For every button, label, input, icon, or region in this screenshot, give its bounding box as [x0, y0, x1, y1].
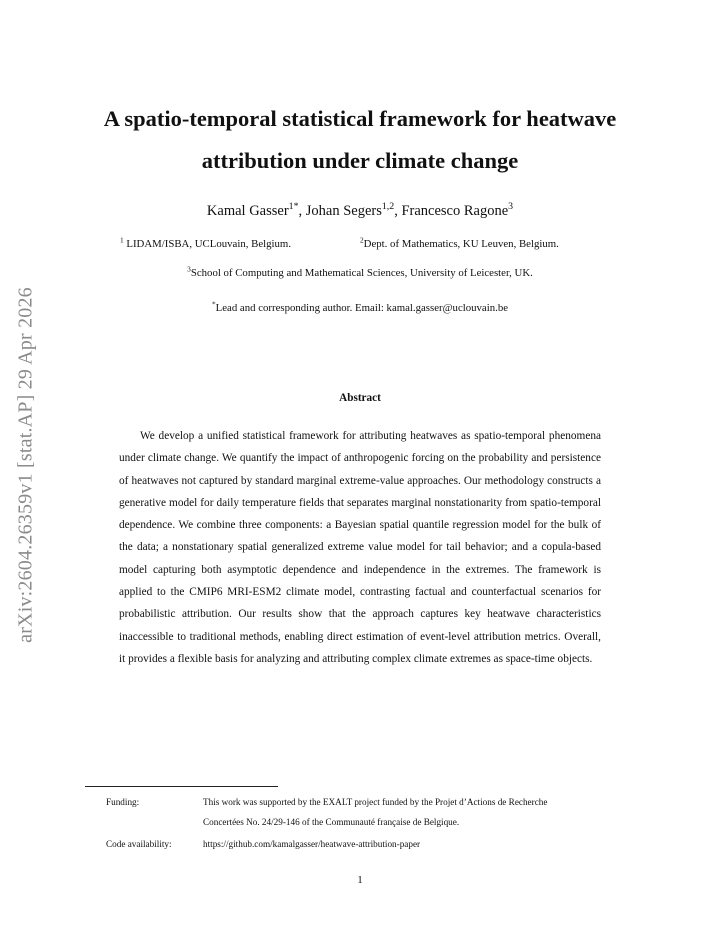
- author-affiliation-mark: 1,2: [381, 201, 395, 213]
- author-list: Kamal Gasser$^{1*}$, Johan Segers$^{1,2}$, Francesco Ragone$^3$: [206, 201, 514, 219]
- paper-title: A spatio-temporal statistical framework for heatwave attribution under climate change: [103, 106, 617, 173]
- author-name: Johan Segers: [305, 203, 382, 219]
- abstract-heading: Abstract: [339, 392, 381, 404]
- funding-label: Funding:: [106, 797, 140, 807]
- affiliation-1: $^1$ LIDAM/ISBA, UCLouvain, Belgium.: [120, 235, 292, 250]
- funding-text-line-2: Concertées No. 24/29-146 of the Communauté française de Belgique.: [203, 817, 460, 827]
- page-number: 1: [357, 874, 363, 886]
- author-affiliation-mark: 1*: [288, 201, 299, 213]
- author-name: Francesco Ragone: [401, 203, 509, 219]
- arxiv-identifier: arXiv:2604.26359v1 [stat.AP] 29 Apr 2026: [14, 287, 37, 643]
- arxiv-identifier-stamp: [12, 255, 40, 675]
- code-availability-label: Code availability:: [106, 839, 172, 849]
- affiliation-2: $^2$Dept. of Mathematics, KU Leuven, Belgium.: [360, 235, 559, 250]
- corresponding-author-note: *Lead and corresponding author. Email: kamal.gasser@uclouvain.be: [211, 299, 509, 314]
- author-name: Kamal Gasser: [206, 203, 289, 219]
- funding-text-line-1: This work was supported by the EXALT project funded by the Projet d’Actions de Recherche: [203, 797, 548, 807]
- author-affiliation-mark: 3: [508, 201, 514, 213]
- affiliation-3: $^3$School of Computing and Mathematical Sciences, University of Leicester, UK.: [187, 264, 533, 279]
- abstract-body: We develop a unified statistical framework for attributing heatwaves as spatio-temporal phenomena under climate change. We quantify the impact of anthropogenic forcing on the probability and persistence of heatwaves not captured by standard marginal extreme-value approaches. Our methodology constructs a generative model for daily temperature fields that separates marginal nonstationarity from spatio-temporal dependence. We combine three components: a Bayesian spatial quantile regression model for the bulk of the data; a nonstationary spatial generalized extreme value model for tail behavior; and a copula-based model capturing both asymptotic dependence and independence in the extremes. The framework is applied to the CMIP6 MRI-ESM2 climate model, contrasting factual and counterfactual scenarios for probabilistic attribution. Our results show that the approach captures key heatwave characteristics inaccessible to traditional methods, enabling direct estimation of event-level attribution metrics. Overall, it provides a flexible basis for analyzing and attributing complex climate extremes as space-time objects.: [119, 430, 601, 665]
- code-availability-link[interactable]: https://github.com/kamalgasser/heatwave-attribution-paper: [203, 839, 421, 849]
- footnote-divider: [85, 786, 278, 787]
